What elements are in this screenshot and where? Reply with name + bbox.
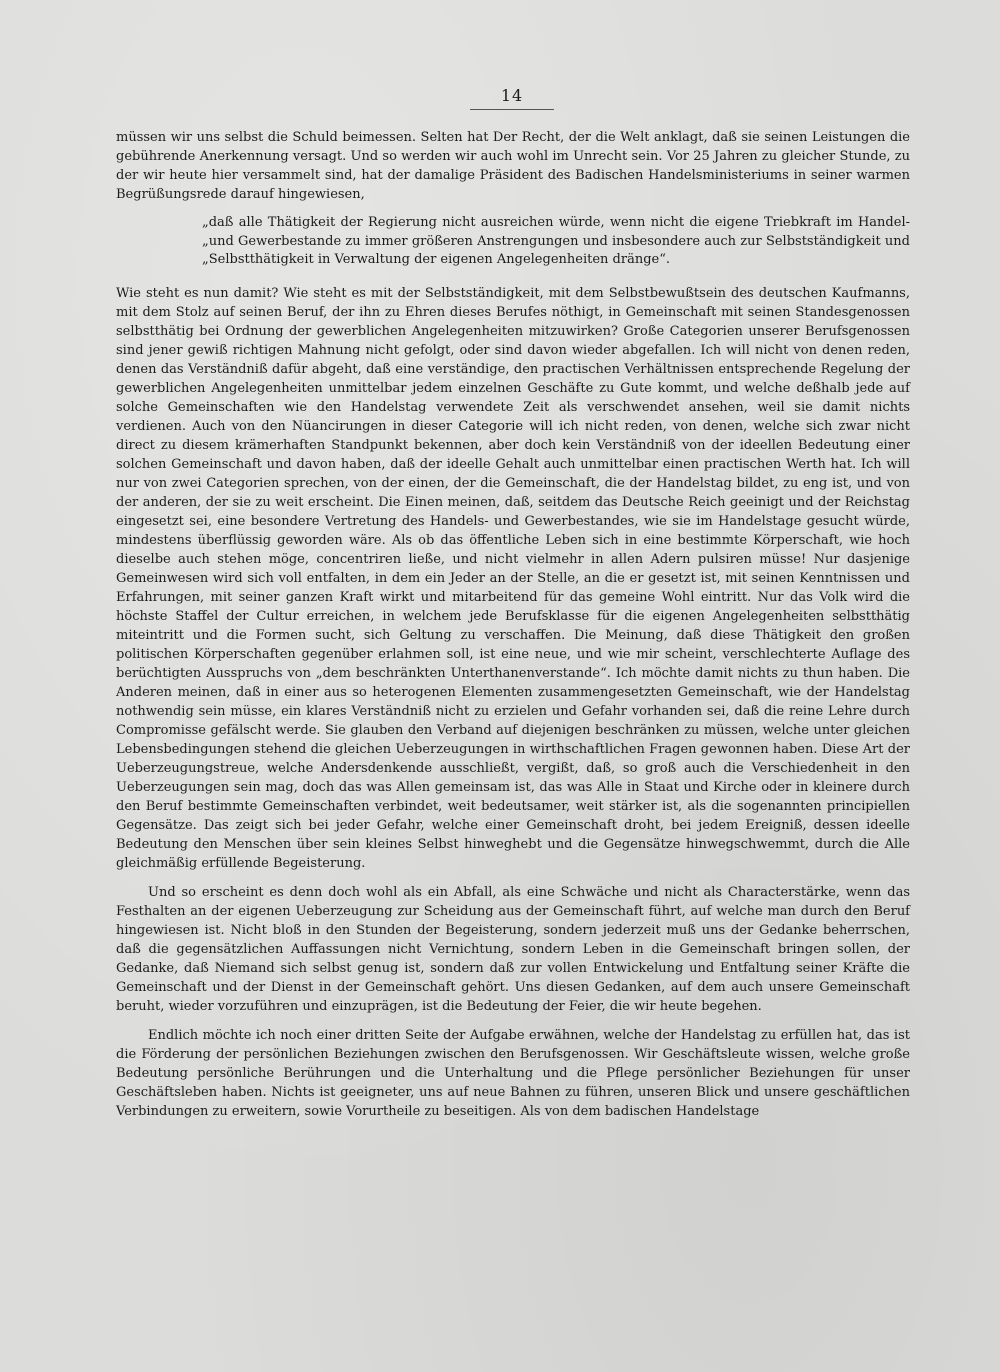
paragraph-main: Wie steht es nun damit? Wie steht es mit der Selbstständigkeit, mit dem Selbstbewußtsein des deutschen Kaufmanns, mit dem Stolz auf seinen Beruf, der ihn zu Ehren dieses Berufes nöthigt, in Gemeinschaft mit seinen Standesgenossen selbstthätig bei Ordnung der gewerblichen Angelegenheiten mitzuwirken? Große Categorien unserer Berufsgenossen sind jener gewiß richtigen Mahnung nicht gefolgt, oder sind davon wieder abgefallen. Ich will nicht von denen reden, denen das Verständniß dafür abgeht, daß eine verständige, den practischen Verhältnissen entsprechende Regelung der gewerblichen Angelegenheiten unmittelbar jedem einzelnen Geschäfte zu Gute kommt, und welche deßhalb jede auf solche Gemeinschaften wie den Handelstag verwendete Zeit als verschwendet ansehen, weil sie damit nichts verdienen. Auch von den Nüancirungen in dieser Categorie will ich nicht reden, von denen, welche sich zwar nicht direct zu diesem krämerhaften Standpunkt bekennen, aber doch kein Verständniß von der ideellen Bedeutung einer solchen Gemeinschaft und davon haben, daß der ideelle Gehalt auch unmittelbar einen practischen Werth hat. Ich will nur von zwei Categorien sprechen, von der einen, der die Gemeinschaft, die der Handelstag bildet, zu eng ist, und von der anderen, der sie zu weit erscheint. Die Einen meinen, daß, seitdem das Deutsche Reich geeinigt und der Reichstag eingesetzt sei, eine besondere Vertretung des Handels- und Gewerbestandes, wie sie im Handelstage gesucht würde, mindestens überflüssig geworden wäre. Als ob das öffentliche Leben sich in eine bestimmte Körperschaft, wie hoch dieselbe auch stehen möge, concentriren ließe, und nicht vielmehr in allen Adern pulsiren müsse! Nur dasjenige Gemeinwesen wird sich voll entfalten, in dem ein Jeder an der Stelle, an die er gesetzt ist, mit seinen Kenntnissen und Erfahrungen, mit seiner ganzen Kraft wirkt und mitarbeitend für das gemeine Wohl eintritt. Nur das Volk wird die höchste Staffel der Cultur erreichen, in welchem jede Berufsklasse für die eigenen Angelegenheiten selbstthätig miteintritt und die Formen sucht, sich Geltung zu verschaffen. Die Meinung, daß diese Thätigkeit den großen politischen Körperschaften gegenüber erlahmen soll, ist eine neue, und wie mir scheint, verschlechterte Auflage des berüchtigten Ausspruchs von „dem beschränkten Unterthanenverstande“. Ich möchte damit nichts zu thun haben. Die Anderen meinen, daß in einer aus so heterogenen Elementen zusammengesetzten Gemeinschaft, wie der Handelstag nothwendig sein müsse, ein klares Verständniß nicht zu erzielen und Gefahr vorhanden sei, daß die reine Lehre durch Compromisse gefälscht werde. Sie glauben den Verband auf diejenigen beschränken zu müssen, welche unter gleichen Lebensbedingungen stehend die gleichen Ueberzeugungen in wirthschaftlichen Fragen gewonnen haben. Diese Art der Ueberzeugungstreue, welche Andersdenkende ausschließt, vergißt, daß, so groß auch die Verschiedenheit in den Ueberzeugungen sein mag, doch das was Allen gemeinsam ist, das was Alle in Staat und Kirche oder in kleinere durch den Beruf bestimmte Gemeinschaften verbindet, weit bedeutsamer, weit stärker ist, als die sogenannten principiellen Gegensätze. Das zeigt sich bei jeder Gefahr, welche einer Gemeinschaft droht, bei jedem Ereigniß, dessen ideelle Bedeutung den Menschen über sein kleines Selbst hinweghebt und die Gegensätze hinwegschwemmt, durch die Alle gleichmäßig erfüllende Begeisterung. [116,285,910,871]
page-number: 14 [470,86,554,110]
block-quote: „daß alle Thätigkeit der Regierung nicht ausreichen würde, wenn nicht die eigene Triebkraft im Handel- „und Gewerbestande zu immer größeren Anstrengungen und insbesondere auch zur Selbstständigkeit und „Selbstthätigkeit in Verwaltung der eigenen Angelegenheiten dränge“. [202,215,910,267]
paragraph-abfall: Und so erscheint es denn doch wohl als ein Abfall, als eine Schwäche und nicht als Characterstärke, wenn das Festhalten an der eigenen Ueberzeugung zur Scheidung aus der Gemeinschaft führt, auf welche man durch den Beruf hingewiesen ist. Nicht bloß in den Stunden der Begeisterung, sondern jederzeit muß uns der Gedanke beherrschen, daß die gegensätzlichen Auffassungen nicht Vernichtung, sondern Leben in die Gemeinschaft bringen sollen, der Gedanke, daß Niemand sich selbst genug ist, sondern daß zur vollen Entwickelung und Entfaltung seiner Kräfte die Gemeinschaft und der Dienst in der Gemeinschaft gehört. Uns diesen Gedanken, auf dem auch unsere Gemeinschaft beruht, wieder vorzuführen und einzuprägen, ist die Bedeutung der Feier, die wir heute begehen. [116,884,910,1014]
paragraph-continuation: müssen wir uns selbst die Schuld beimessen. Selten hat Der Recht, der die Welt anklagt, daß sie seinen Leistungen die gebührende Anerkennung versagt. Und so werden wir auch wohl im Unrecht sein. Vor 25 Jahren zu gleicher Stunde, zu der wir heute hier versammelt sind, hat der damalige Präsident des Badischen Handelsministeriums in seiner warmen Begrüßungsrede darauf hingewiesen, [116,130,910,202]
body-text [116,128,910,1131]
paragraph-endlich: Endlich möchte ich noch einer dritten Seite der Aufgabe erwähnen, welche der Handelstag zu erfüllen hat, das ist die Förderung der persönlichen Beziehungen zwischen den Berufsgenossen. Wir Geschäftsleute wissen, welche große Bedeutung persönliche Berührungen und die Unterhaltung und die Pflege persönlicher Beziehungen für unser Geschäftsleben haben. Nichts ist geeigneter, uns auf neue Bahnen zu führen, unseren Blick und unsere geschäftlichen Verbindungen zu erweitern, sowie Vorurtheile zu beseitigen. Als von dem badischen Handelstage [116,1027,910,1119]
